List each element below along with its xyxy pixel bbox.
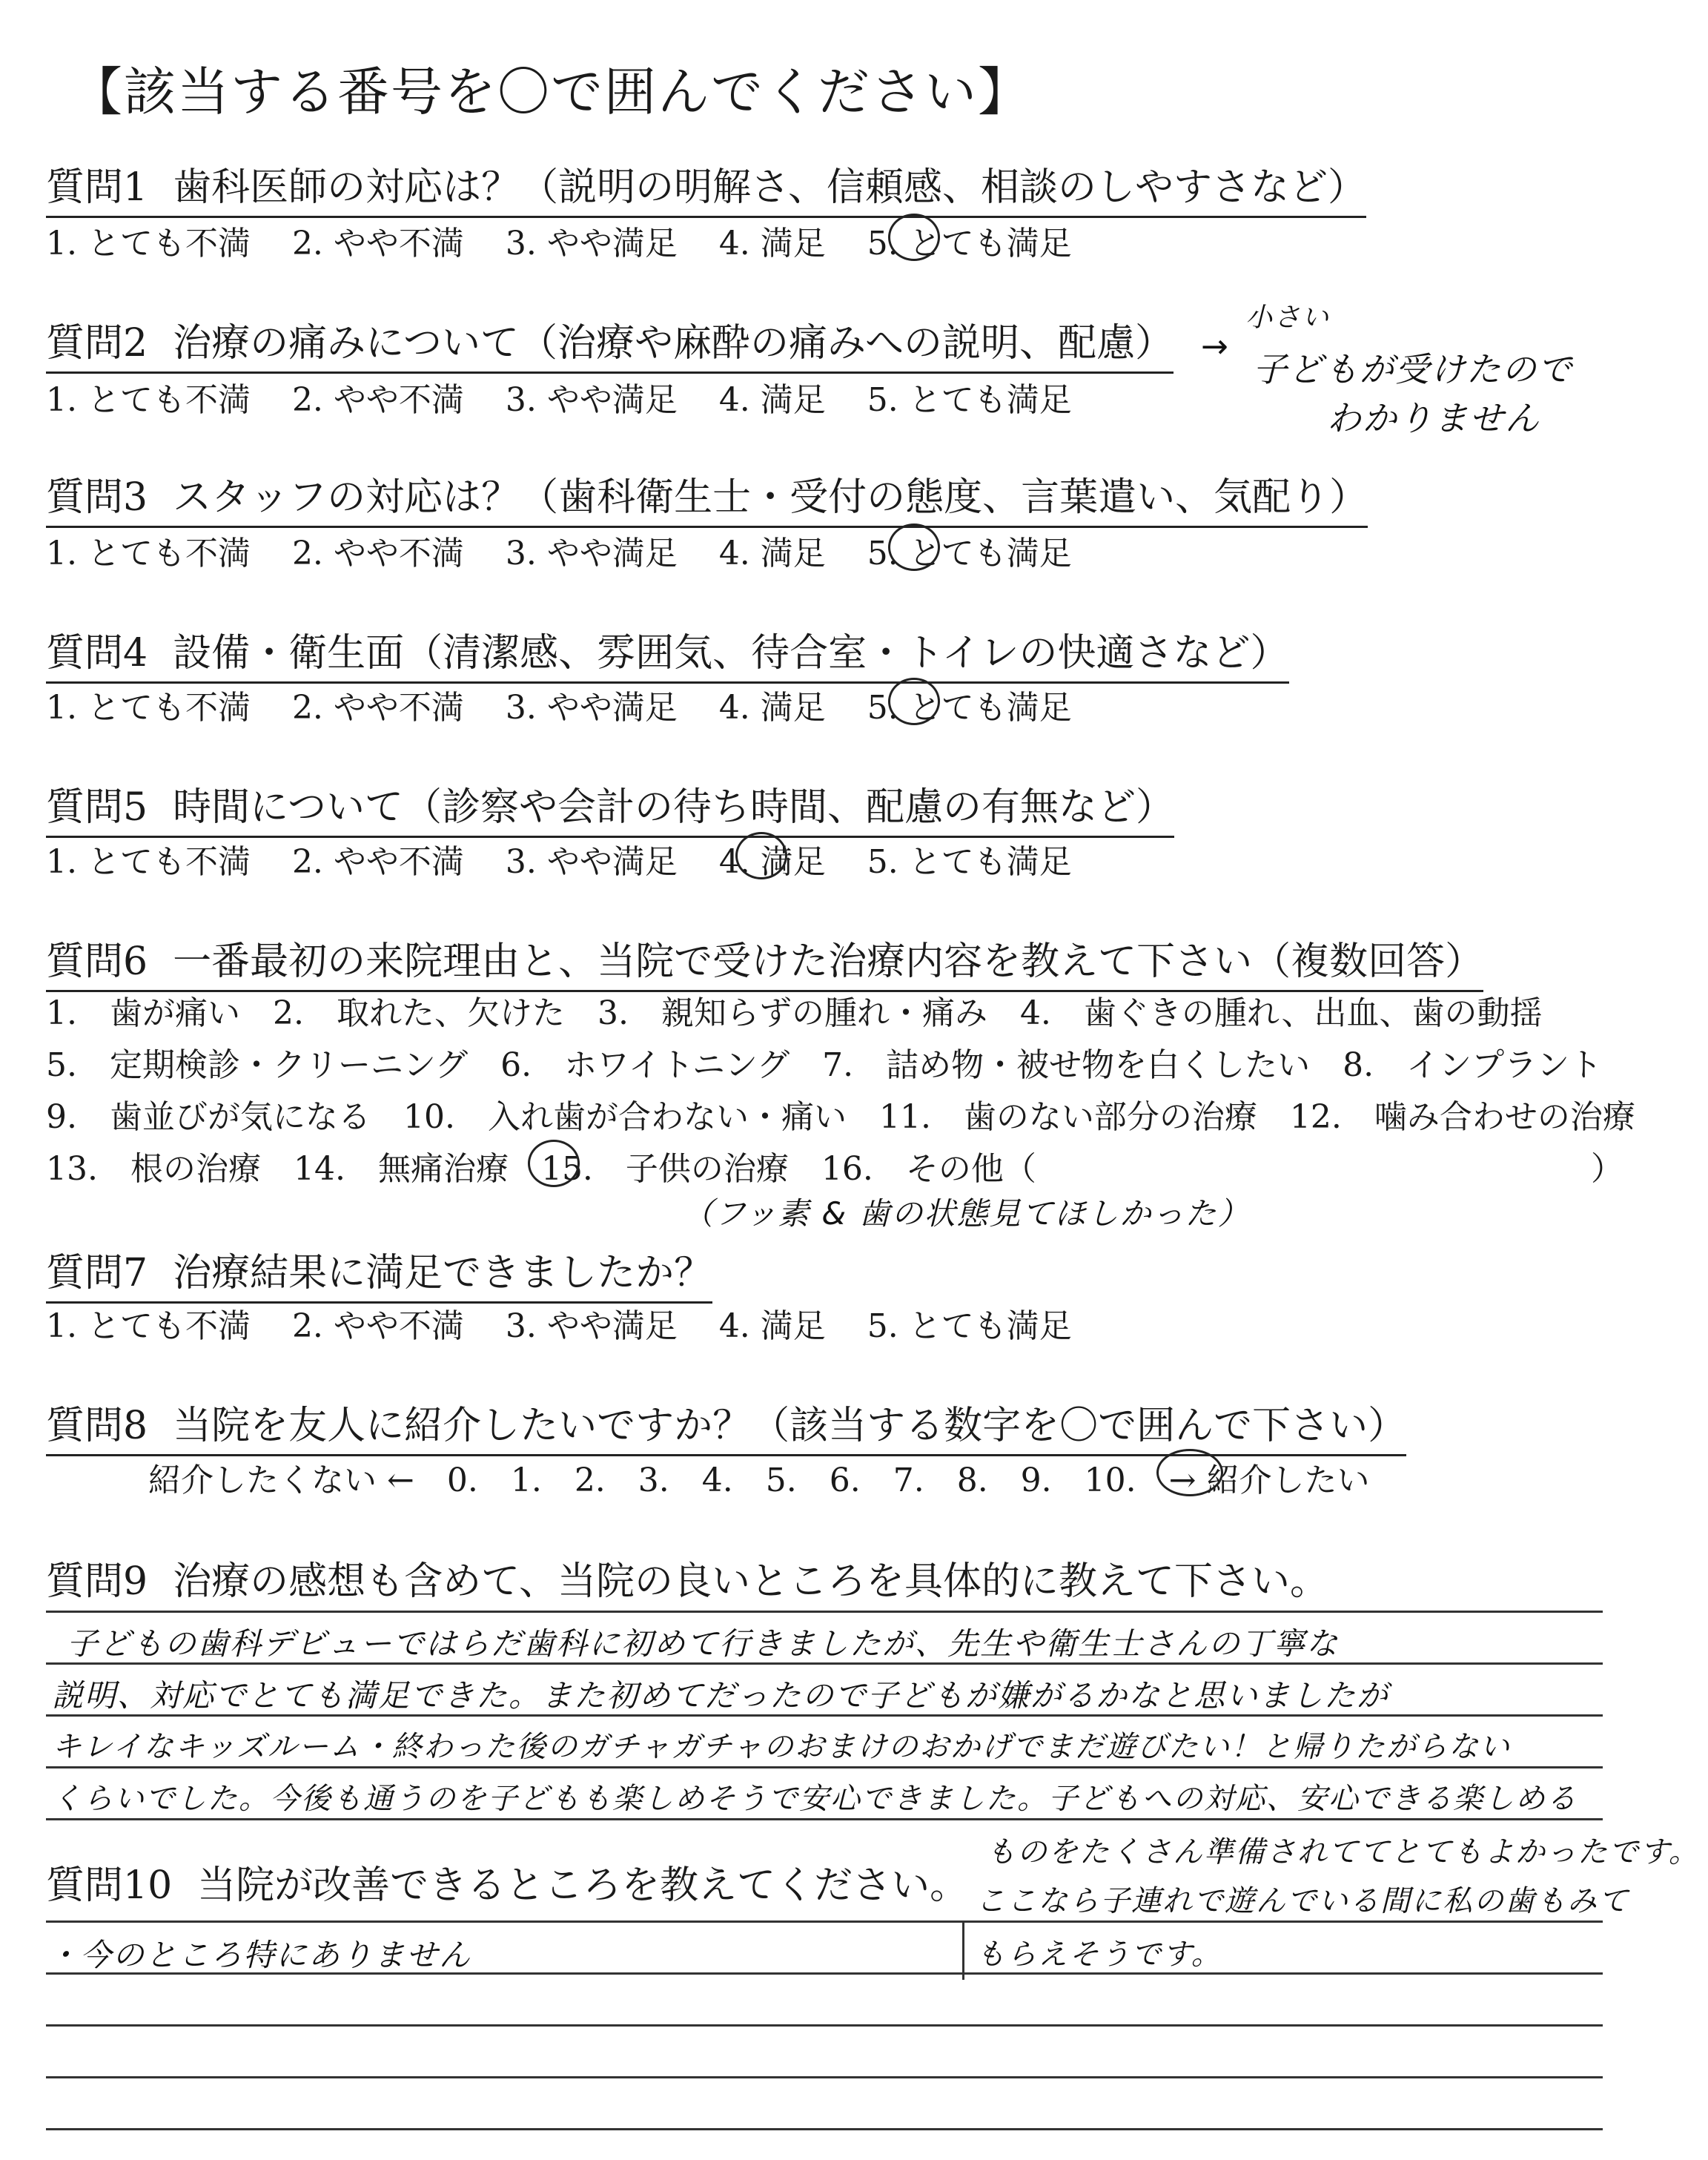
question-6-heading [46,930,1483,992]
question-3-options: 1. とても不満 2. やや不満 3. やや満足 4. 満足 5. とても満足 [46,535,1072,572]
handwritten-arrow: → [1201,328,1230,366]
handwritten-note: 小さい [1245,303,1331,333]
question-number: 質問8 [46,1404,148,1448]
option-number: 2. [291,225,323,262]
handwritten-divider [962,1920,964,1980]
question-text: 時間について（診察や会計の待ち時間、配慮の有無など） [173,785,1175,830]
question-number: 質問1 [46,165,148,210]
question-text: 治療の感想も含めて、当院の良いところを具体的に教えて下さい。 [173,1559,1329,1604]
question-7-options: 1. とても不満 2. やや不満 3. やや満足 4. 満足 5. とても満足 [46,1307,1072,1345]
question-8-heading [46,1394,1406,1456]
question-text: 治療の痛みについて（治療や麻酔の痛みへの説明、配慮） [173,321,1174,366]
question-text: 設備・衛生面（清潔感、雰囲気、待合室・トイレの快適さなど） [173,631,1289,676]
handwritten-answer-line: もらえそうです。 [976,1938,1222,1972]
answer-circle-mark [1156,1449,1223,1496]
handwritten-answer-line: ・今のところ特にありません [47,1937,472,1973]
handwritten-note: （フッ素 & 歯の状態見てほしかった） [682,1195,1251,1232]
answer-line [46,2128,1603,2130]
question-4-heading [46,621,1289,684]
answer-circle-mark [888,524,940,571]
question-5-heading [46,776,1174,838]
page-title: 【該当する番号を〇で囲んでください】 [70,62,1031,122]
handwritten-answer-line: 説明、対応でとても満足できた。また初めてだったので子どもが嫌がるかなと思いましたが [52,1677,1390,1714]
question-7-heading [46,1241,712,1304]
question-8-scale: 紹介したくない ← 0. 1. 2. 3. 4. 5. 6. 7. 8. 9. 10. → 紹介したい [148,1462,1370,1499]
handwritten-answer-line: キレイなキッズルーム・終わった後のガチャガチャのおまけのおかげでまだ遊びたい！と帰りたがらない [52,1730,1511,1764]
option-label: やや満足 [546,225,678,262]
question-text: 一番最初の来院理由と、当院で受けた治療内容を教えて下さい（複数回答） [173,939,1484,984]
option-label: やや不満 [333,225,464,262]
option-label: とても満足 [908,225,1072,262]
option-number: 5. [867,225,898,262]
question-2-options: 1. とても不満 2. やや不満 3. やや満足 4. 満足 5. とても満足 [46,381,1072,419]
option-number: 1. [46,225,77,262]
answer-line [46,2076,1603,2078]
question-5-options: 1. とても不満 2. やや不満 3. やや満足 4. 満足 5. とても満足 [46,843,1072,881]
question-1-heading [46,156,1366,218]
question-number: 質問2 [46,321,148,366]
question-9-heading [46,1550,1328,1610]
handwritten-note: わかりません [1327,398,1540,438]
answer-circle-mark [735,832,787,879]
question-6-row: 9. 歯並びが気になる 10. 入れ歯が合わない・痛い 11. 歯のない部分の治療 12. 噛み合わせの治療 [46,1098,1635,1136]
answer-line [46,1818,1603,1820]
answer-circle-mark [528,1140,580,1187]
answer-line [46,1920,1603,1923]
answer-line [46,2024,1603,2027]
question-text: スタッフの対応は？（歯科衛生士・受付の態度、言葉遣い、気配り） [173,475,1368,520]
question-number: 質問7 [46,1251,148,1295]
option-number: 4. [718,225,750,262]
handwritten-answer-line: 子どもの歯科デビューではらだ歯科に初めて行きましたが、先生や衛生士さんの丁寧な [67,1625,1340,1662]
question-text: 治療結果に満足できましたか？ [173,1251,713,1295]
answer-circle-mark [888,214,940,261]
close-paren: ） [1591,1150,1623,1188]
handwritten-answer-line: ここなら子連れで遊んでいる間に私の歯もみて [976,1884,1629,1918]
question-number: 質問10 [46,1863,173,1908]
option-label: 満足 [760,225,826,262]
question-3-heading [46,466,1368,528]
question-number: 質問3 [46,475,148,520]
question-number: 質問6 [46,939,148,984]
question-2-heading [46,311,1174,374]
question-4-options: 1. とても不満 2. やや不満 3. やや満足 4. 満足 5. とても満足 [46,689,1072,727]
question-10-heading [46,1854,968,1914]
answer-line [46,1766,1603,1768]
question-number: 質問9 [46,1559,148,1604]
question-number: 質問5 [46,785,148,830]
answer-line [46,1611,1603,1613]
handwritten-answer-line: くらいでした。今後も通うのを子どもも楽しめそうで安心できました。子どもへの対応、安心できる楽しめる [52,1782,1578,1816]
question-text: 当院が改善できるところを教えてください。 [197,1863,969,1908]
question-text: 当院を友人に紹介したいですか？（該当する数字を〇で囲んで下さい） [173,1404,1407,1448]
option-number: 3. [505,225,537,262]
answer-circle-mark [888,678,940,725]
handwritten-answer-line: ものをたくさん準備されててとてもよかったです。 [986,1835,1700,1869]
question-6-row: 1. 歯が痛い 2. 取れた、欠けた 3. 親知らずの腫れ・痛み 4. 歯ぐきの腫れ、出血、歯の動揺 [46,994,1543,1032]
question-number: 質問4 [46,631,148,676]
question-6-row: 5. 定期検診・クリーニング 6. ホワイトニング 7. 詰め物・被せ物を白くしたい 8. インプラント [46,1046,1603,1084]
option-label: とても不満 [87,225,251,262]
question-6-row: 13. 根の治療 14. 無痛治療 15. 子供の治療 16. その他（ [46,1150,1036,1188]
handwritten-note: 子どもが受けたので [1253,349,1573,389]
question-text: 歯科医師の対応は？（説明の明解さ、信頼感、相談のしやすさなど） [173,165,1367,210]
